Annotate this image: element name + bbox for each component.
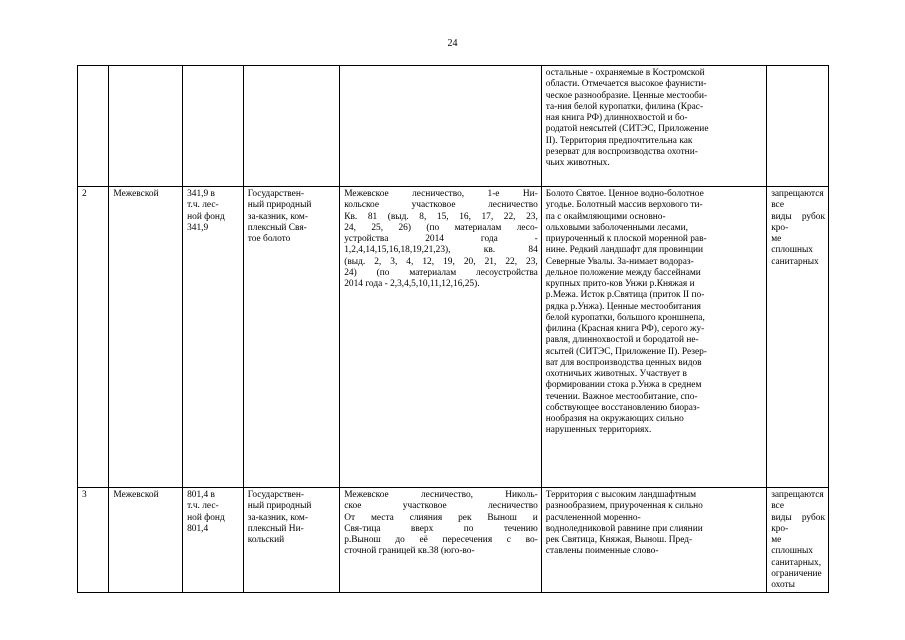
regime-cell: [767, 187, 829, 488]
description-line: равля, длиннохвостой и бородатой не-: [545, 335, 699, 346]
area-cell: [183, 488, 244, 593]
location-line: Межевское лесничество, 1-е Ни-: [344, 189, 538, 199]
regime-cell: [767, 66, 829, 187]
description-line: чьих животных.: [545, 158, 610, 168]
regime-line: запрещаются все: [771, 189, 824, 211]
description-line: остальные - охраняемые в Костромской: [545, 68, 705, 78]
description-line: ческое разнообразие. Ценные местооби-: [545, 90, 708, 101]
description-line: резерват для воспроизводства охотни-: [545, 146, 698, 157]
location-line: Межевское лесничество, Николь-: [344, 490, 538, 500]
regime-line: ме сплошных: [771, 234, 813, 256]
page-number: 24: [447, 38, 458, 49]
description-line: дельное положение между бассейнами: [545, 267, 701, 278]
location-cell: [340, 66, 542, 187]
description-line: угодье. Болотный массив верхового ти-: [545, 200, 703, 211]
regime-line: запрещаются все: [771, 490, 824, 512]
description-line: нарушенных территориях.: [545, 425, 652, 436]
area-line: 801,4 в: [187, 490, 215, 500]
location-line: (выд. 2, 3, 4, 12, 19, 20, 21, 22, 23,: [344, 256, 538, 267]
description-line: водноледниковой равнине при слиянии: [545, 523, 703, 534]
area-line: 341,9: [187, 222, 209, 233]
category-line: Государствен-: [247, 189, 304, 199]
category-line: за-казник, ком-: [247, 512, 308, 523]
description-line: разнообразием, приуроченная к сильно: [545, 501, 703, 512]
description-line: Северные Увалы. За-нимает водораз-: [545, 256, 694, 267]
category-line: кольский: [247, 535, 285, 545]
description-line: II). Территория предпочтительна как: [545, 135, 693, 146]
description-line: ная книга РФ) длиннохвостой и бо-: [545, 113, 688, 123]
regime-cell: [767, 488, 829, 593]
regime-line: санитарных: [771, 256, 819, 267]
description-line: р.Межа. Исток р.Святица (приток II по-: [545, 290, 705, 301]
area-line: т.ч. лес-: [187, 501, 219, 512]
category-cell: [243, 488, 339, 593]
row-number-cell: 3: [78, 488, 109, 593]
table-row: [78, 488, 829, 593]
location-line: 2014 года - 2,3,4,5,10,11,12,16,25).: [344, 279, 480, 289]
location-line: 1,2,4,14,15,16,18,19,21,23), кв. 84: [344, 245, 538, 256]
description-line: формировании стока р.Унжа в среднем: [545, 380, 702, 391]
category-line: ный природный: [247, 200, 312, 211]
category-cell: [243, 66, 339, 187]
description-line: ставлены поименные слово-: [545, 546, 659, 557]
location-line: 24) (по материалам лесоустройства: [344, 267, 538, 278]
category-line: ный природный: [247, 501, 312, 512]
area-cell: [183, 187, 244, 488]
location-line: Кв. 81 (выд. 8, 15, 16, 17, 22, 23,: [344, 211, 538, 222]
description-cell: [541, 187, 766, 488]
district-cell: Межевской: [109, 488, 183, 593]
table-row: [78, 66, 829, 187]
regime-line: виды рубок кро-: [771, 211, 825, 233]
category-cell: [243, 187, 339, 488]
regime-line: ме сплошных: [771, 535, 813, 557]
area-line: ной фонд: [187, 512, 225, 523]
location-line: 24, 25, 26) (по материалам лесо-: [344, 222, 538, 233]
description-cell: [541, 66, 766, 187]
location-line: ское участковое лесничество: [344, 501, 538, 512]
location-line: сточной границей кв.38 (юго-во-: [344, 546, 475, 557]
district-cell: [109, 66, 183, 187]
row-number-cell: 2: [78, 187, 109, 488]
description-line: течении. Важное местообитание, спо-: [545, 391, 698, 402]
category-line: плексный Свя-: [247, 222, 307, 233]
description-line: приуроченный к плоской моренной рав-: [545, 234, 707, 244]
description-line: родатой неясытей (СИТЭС, Приложение: [545, 124, 709, 135]
row-number-cell: [78, 66, 109, 187]
area-cell: [183, 66, 244, 187]
category-line: плексный Ни-: [247, 523, 304, 534]
category-line: за-казник, ком-: [247, 211, 308, 222]
description-line: Болото Святое. Ценное водно-болотное: [545, 189, 704, 199]
regime-line: виды рубок кро-: [771, 512, 825, 534]
description-line: ват для воспроизводства ценных видов: [545, 357, 702, 368]
location-line: кольское участковое лесничество: [344, 200, 538, 211]
regime-line: охоты: [771, 580, 795, 590]
regime-line: ограничение: [771, 568, 822, 579]
description-line: рядка р.Унжа). Ценные местообитания: [545, 301, 701, 312]
description-line: охотничьих животных. Участвует в: [545, 369, 687, 379]
location-line: От места слияния рек Вынош и: [344, 512, 538, 523]
description-line: нообразия на окружающих сильно: [545, 414, 684, 424]
description-line: нине. Редкий ландшафт для провинции: [545, 245, 704, 256]
district-cell: Межевской: [109, 187, 183, 488]
category-line: тое болото: [247, 234, 291, 244]
description-line: рек Святица, Княжая, Вынош. Пред-: [545, 535, 693, 545]
description-line: па с окаймляющими основно-: [545, 211, 666, 222]
description-line: та-ния белой куропатки, филина (Крас-: [545, 101, 704, 112]
location-cell: [340, 187, 542, 488]
description-line: крупных прито-ков Унжи р.Княжая и: [545, 279, 695, 289]
area-line: 341,9 в: [187, 189, 215, 199]
location-cell: [340, 488, 542, 593]
location-line: устройства 2014 года -: [344, 234, 538, 244]
description-line: области. Отмечается высокое фаунисти-: [545, 79, 707, 90]
location-line: р.Вынош до её пересечения с во-: [344, 535, 538, 545]
reserves-table: [77, 65, 829, 593]
description-line: собствующее восстановлению биораз-: [545, 402, 700, 413]
area-line: 801,4: [187, 523, 209, 534]
area-line: т.ч. лес-: [187, 200, 219, 211]
description-line: филина (Красная книга РФ), серого жу-: [545, 324, 705, 334]
regime-line: санитарных,: [771, 557, 822, 568]
location-line: Свя-тица вверх по течению: [344, 523, 538, 534]
description-cell: [541, 488, 766, 593]
description-line: ольховыми заболоченными лесами,: [545, 222, 688, 233]
description-line: белой куропатки, большого кроншнепа,: [545, 312, 705, 323]
area-line: ной фонд: [187, 211, 225, 222]
description-line: Территория с высоким ландшафтным: [545, 490, 697, 500]
description-line: расчлененной моренно-: [545, 512, 641, 523]
description-line: ясытей (СИТЭС, Приложение II). Резер-: [545, 346, 707, 357]
table-row: [78, 187, 829, 488]
category-line: Государствен-: [247, 490, 304, 500]
